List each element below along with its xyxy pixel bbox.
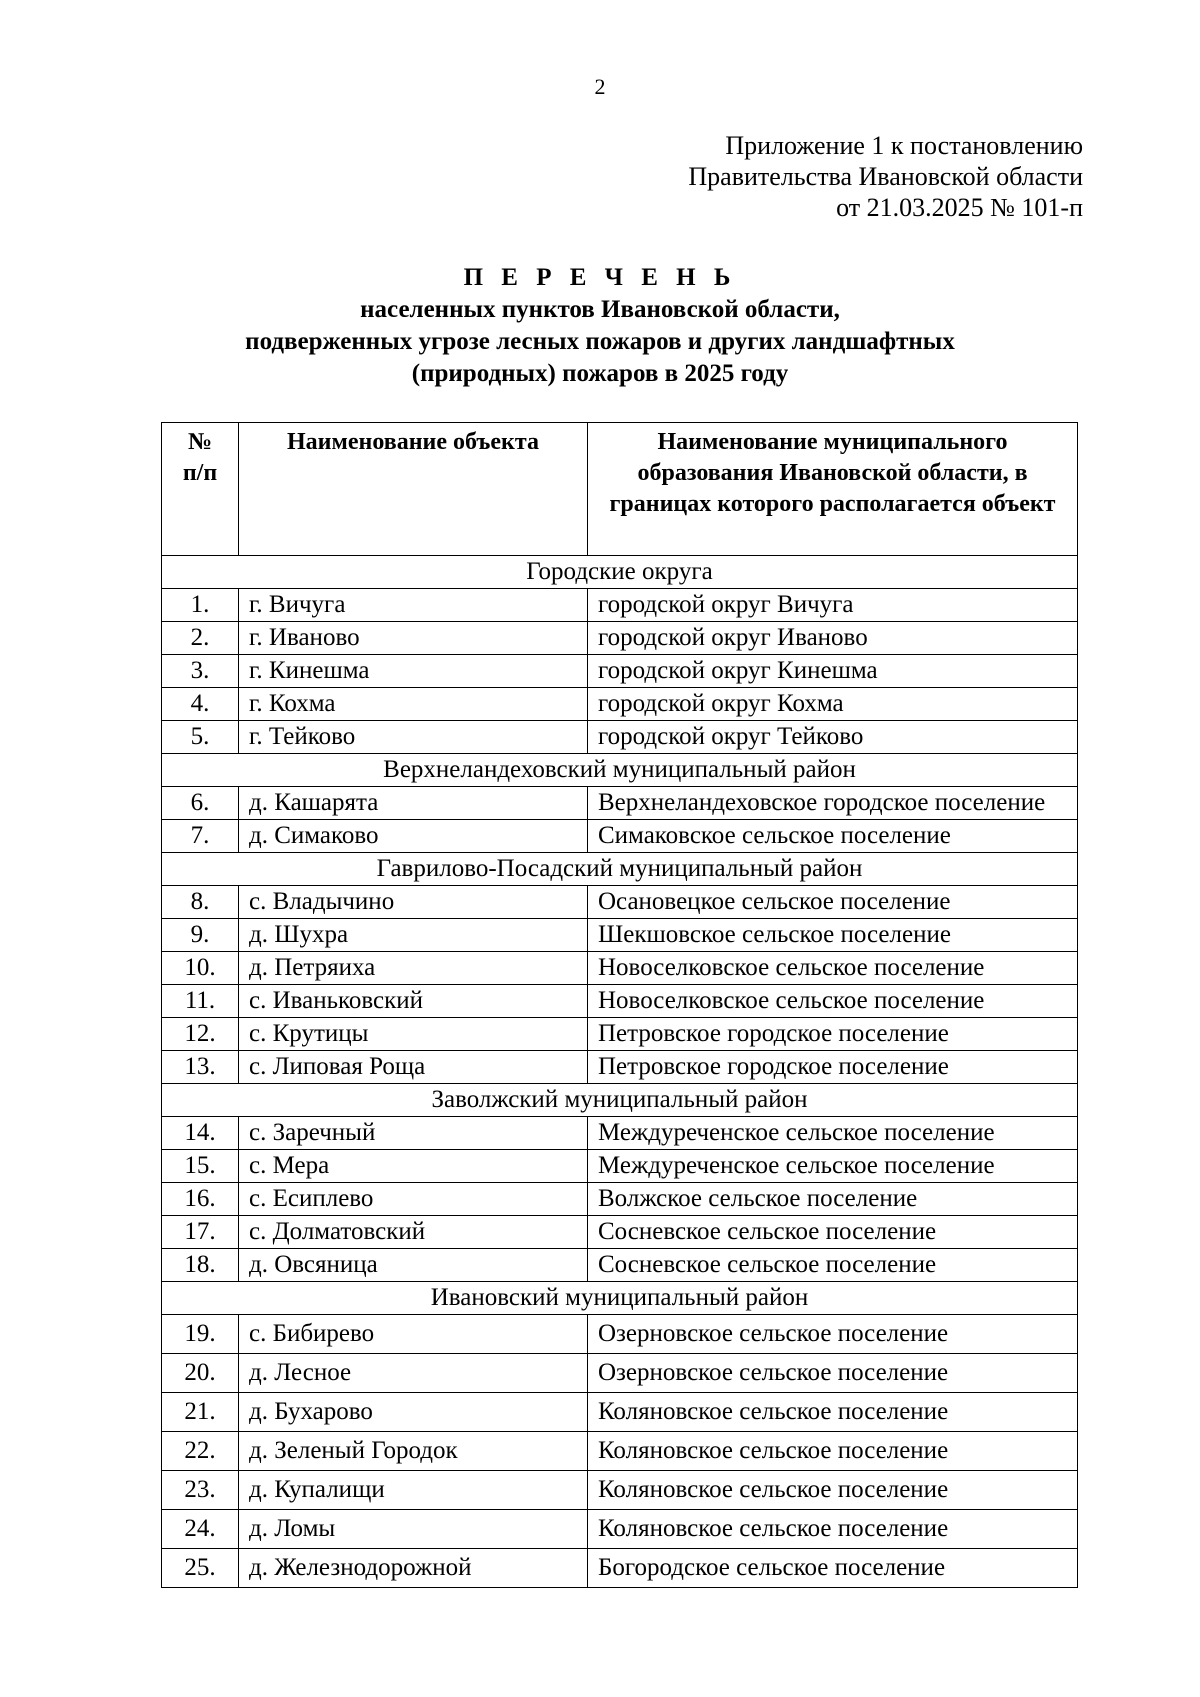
cell-number: 11.: [162, 985, 239, 1018]
cell-object: с. Крутицы: [239, 1018, 588, 1051]
cell-object: с. Иваньковский: [239, 985, 588, 1018]
appendix-line-3: от 21.03.2025 № 101-п: [836, 193, 1083, 222]
cell-municipality: городской округ Иваново: [588, 622, 1078, 655]
appendix-note: [688, 130, 1083, 223]
table-row: [162, 622, 1078, 655]
table-row: [162, 1471, 1078, 1510]
cell-municipality: городской округ Кохма: [588, 688, 1078, 721]
table-row: [162, 1549, 1078, 1588]
table-row: [162, 1432, 1078, 1471]
cell-number: 10.: [162, 952, 239, 985]
cell-object: г. Кинешма: [239, 655, 588, 688]
cell-object: г. Тейково: [239, 721, 588, 754]
section-row: [162, 853, 1078, 886]
table-header-row: [162, 423, 1078, 556]
cell-number: 24.: [162, 1510, 239, 1549]
appendix-line-2: Правительства Ивановской области: [688, 162, 1083, 191]
cell-number: 23.: [162, 1471, 239, 1510]
cell-municipality: Волжское сельское поселение: [588, 1183, 1078, 1216]
page-number: 2: [594, 74, 606, 99]
cell-municipality: Междуреченское сельское поселение: [588, 1117, 1078, 1150]
cell-municipality: городской округ Тейково: [588, 721, 1078, 754]
table-row: [162, 1018, 1078, 1051]
cell-object: д. Лесное: [239, 1354, 588, 1393]
cell-municipality: городской округ Кинешма: [588, 655, 1078, 688]
cell-object: с. Есиплево: [239, 1183, 588, 1216]
section-title: Ивановский муниципальный район: [162, 1282, 1078, 1315]
cell-number: 18.: [162, 1249, 239, 1282]
cell-object: д. Зеленый Городок: [239, 1432, 588, 1471]
title-line-2: населенных пунктов Ивановской области,: [360, 296, 840, 323]
section-row: [162, 754, 1078, 787]
cell-object: д. Шухра: [239, 919, 588, 952]
cell-municipality: Шекшовское сельское поселение: [588, 919, 1078, 952]
header-number-label: п/п: [182, 460, 218, 486]
cell-number: 5.: [162, 721, 239, 754]
cell-number: 13.: [162, 1051, 239, 1084]
cell-municipality: Коляновское сельское поселение: [588, 1393, 1078, 1432]
cell-object: г. Иваново: [239, 622, 588, 655]
cell-number: 4.: [162, 688, 239, 721]
cell-number: 19.: [162, 1315, 239, 1354]
cell-object: д. Овсяница: [239, 1249, 588, 1282]
cell-object: с. Долматовский: [239, 1216, 588, 1249]
table-row: [162, 688, 1078, 721]
cell-municipality: Петровское городское поселение: [588, 1051, 1078, 1084]
cell-municipality: Междуреченское сельское поселение: [588, 1150, 1078, 1183]
table-row: [162, 919, 1078, 952]
section-title: Гаврилово-Посадский муниципальный район: [162, 853, 1078, 886]
header-object: Наименование объекта: [239, 423, 588, 556]
cell-object: г. Кохма: [239, 688, 588, 721]
cell-municipality: Коляновское сельское поселение: [588, 1510, 1078, 1549]
section-title: Городские округа: [162, 556, 1078, 589]
cell-object: с. Липовая Роща: [239, 1051, 588, 1084]
cell-number: 20.: [162, 1354, 239, 1393]
cell-number: 21.: [162, 1393, 239, 1432]
table-row: [162, 721, 1078, 754]
section-row: [162, 556, 1078, 589]
cell-number: 17.: [162, 1216, 239, 1249]
settlements-table: [161, 422, 1078, 1588]
cell-municipality: Сосневское сельское поселение: [588, 1249, 1078, 1282]
cell-number: 3.: [162, 655, 239, 688]
cell-object: с. Мера: [239, 1150, 588, 1183]
cell-municipality: Коляновское сельское поселение: [588, 1432, 1078, 1471]
cell-number: 12.: [162, 1018, 239, 1051]
header-number: [162, 423, 239, 556]
cell-number: 7.: [162, 820, 239, 853]
cell-number: 15.: [162, 1150, 239, 1183]
cell-object: д. Купалищи: [239, 1471, 588, 1510]
table-row: [162, 985, 1078, 1018]
table-row: [162, 1315, 1078, 1354]
appendix-line-1: Приложение 1 к постановлению: [725, 131, 1083, 160]
table-body: [162, 556, 1078, 1588]
cell-municipality: Новоселковское сельское поселение: [588, 952, 1078, 985]
cell-object: д. Петряиха: [239, 952, 588, 985]
cell-number: 2.: [162, 622, 239, 655]
cell-municipality: Симаковское сельское поселение: [588, 820, 1078, 853]
table-row: [162, 820, 1078, 853]
table-row: [162, 787, 1078, 820]
cell-number: 16.: [162, 1183, 239, 1216]
cell-municipality: Сосневское сельское поселение: [588, 1216, 1078, 1249]
cell-municipality: Озерновское сельское поселение: [588, 1354, 1078, 1393]
cell-number: 22.: [162, 1432, 239, 1471]
table-row: [162, 1216, 1078, 1249]
table-row: [162, 1354, 1078, 1393]
cell-object: д. Бухарово: [239, 1393, 588, 1432]
title-line-3: подверженных угрозе лесных пожаров и других ландшафтных: [245, 328, 955, 355]
table-row: [162, 1051, 1078, 1084]
cell-municipality: Богородское сельское поселение: [588, 1549, 1078, 1588]
cell-municipality: городской округ Вичуга: [588, 589, 1078, 622]
section-row: [162, 1282, 1078, 1315]
cell-number: 14.: [162, 1117, 239, 1150]
cell-object: с. Бибирево: [239, 1315, 588, 1354]
cell-number: 25.: [162, 1549, 239, 1588]
cell-number: 9.: [162, 919, 239, 952]
cell-number: 1.: [162, 589, 239, 622]
cell-municipality: Верхнеландеховское городское поселение: [588, 787, 1078, 820]
header-municipality: Наименование муниципального образования Ивановской области, в границах которого располагается объект: [588, 423, 1078, 556]
cell-municipality: Озерновское сельское поселение: [588, 1315, 1078, 1354]
table-row: [162, 655, 1078, 688]
cell-object: д. Ломы: [239, 1510, 588, 1549]
title-line-4: (природных) пожаров в 2025 году: [411, 360, 789, 387]
cell-object: г. Вичуга: [239, 589, 588, 622]
cell-object: с. Заречный: [239, 1117, 588, 1150]
cell-municipality: Петровское городское поселение: [588, 1018, 1078, 1051]
cell-object: д. Симаково: [239, 820, 588, 853]
table-row: [162, 886, 1078, 919]
table-row: [162, 1249, 1078, 1282]
header-number-sign: №: [187, 429, 213, 455]
cell-object: д. Железнодорожной: [239, 1549, 588, 1588]
table-row: [162, 952, 1078, 985]
section-title: Заволжский муниципальный район: [162, 1084, 1078, 1117]
cell-municipality: Осановецкое сельское поселение: [588, 886, 1078, 919]
table-row: [162, 1510, 1078, 1549]
cell-number: 6.: [162, 787, 239, 820]
section-row: [162, 1084, 1078, 1117]
table-row: [162, 1393, 1078, 1432]
document-title: [0, 262, 1200, 390]
cell-object: с. Владычино: [239, 886, 588, 919]
table-row: [162, 1183, 1078, 1216]
section-title: Верхнеландеховский муниципальный район: [162, 754, 1078, 787]
cell-municipality: Новоселковское сельское поселение: [588, 985, 1078, 1018]
cell-municipality: Коляновское сельское поселение: [588, 1471, 1078, 1510]
title-line-1: П Е Р Е Ч Е Н Ь: [463, 264, 737, 291]
table-row: [162, 1117, 1078, 1150]
cell-number: 8.: [162, 886, 239, 919]
cell-object: д. Кашарята: [239, 787, 588, 820]
table-row: [162, 1150, 1078, 1183]
table-row: [162, 589, 1078, 622]
